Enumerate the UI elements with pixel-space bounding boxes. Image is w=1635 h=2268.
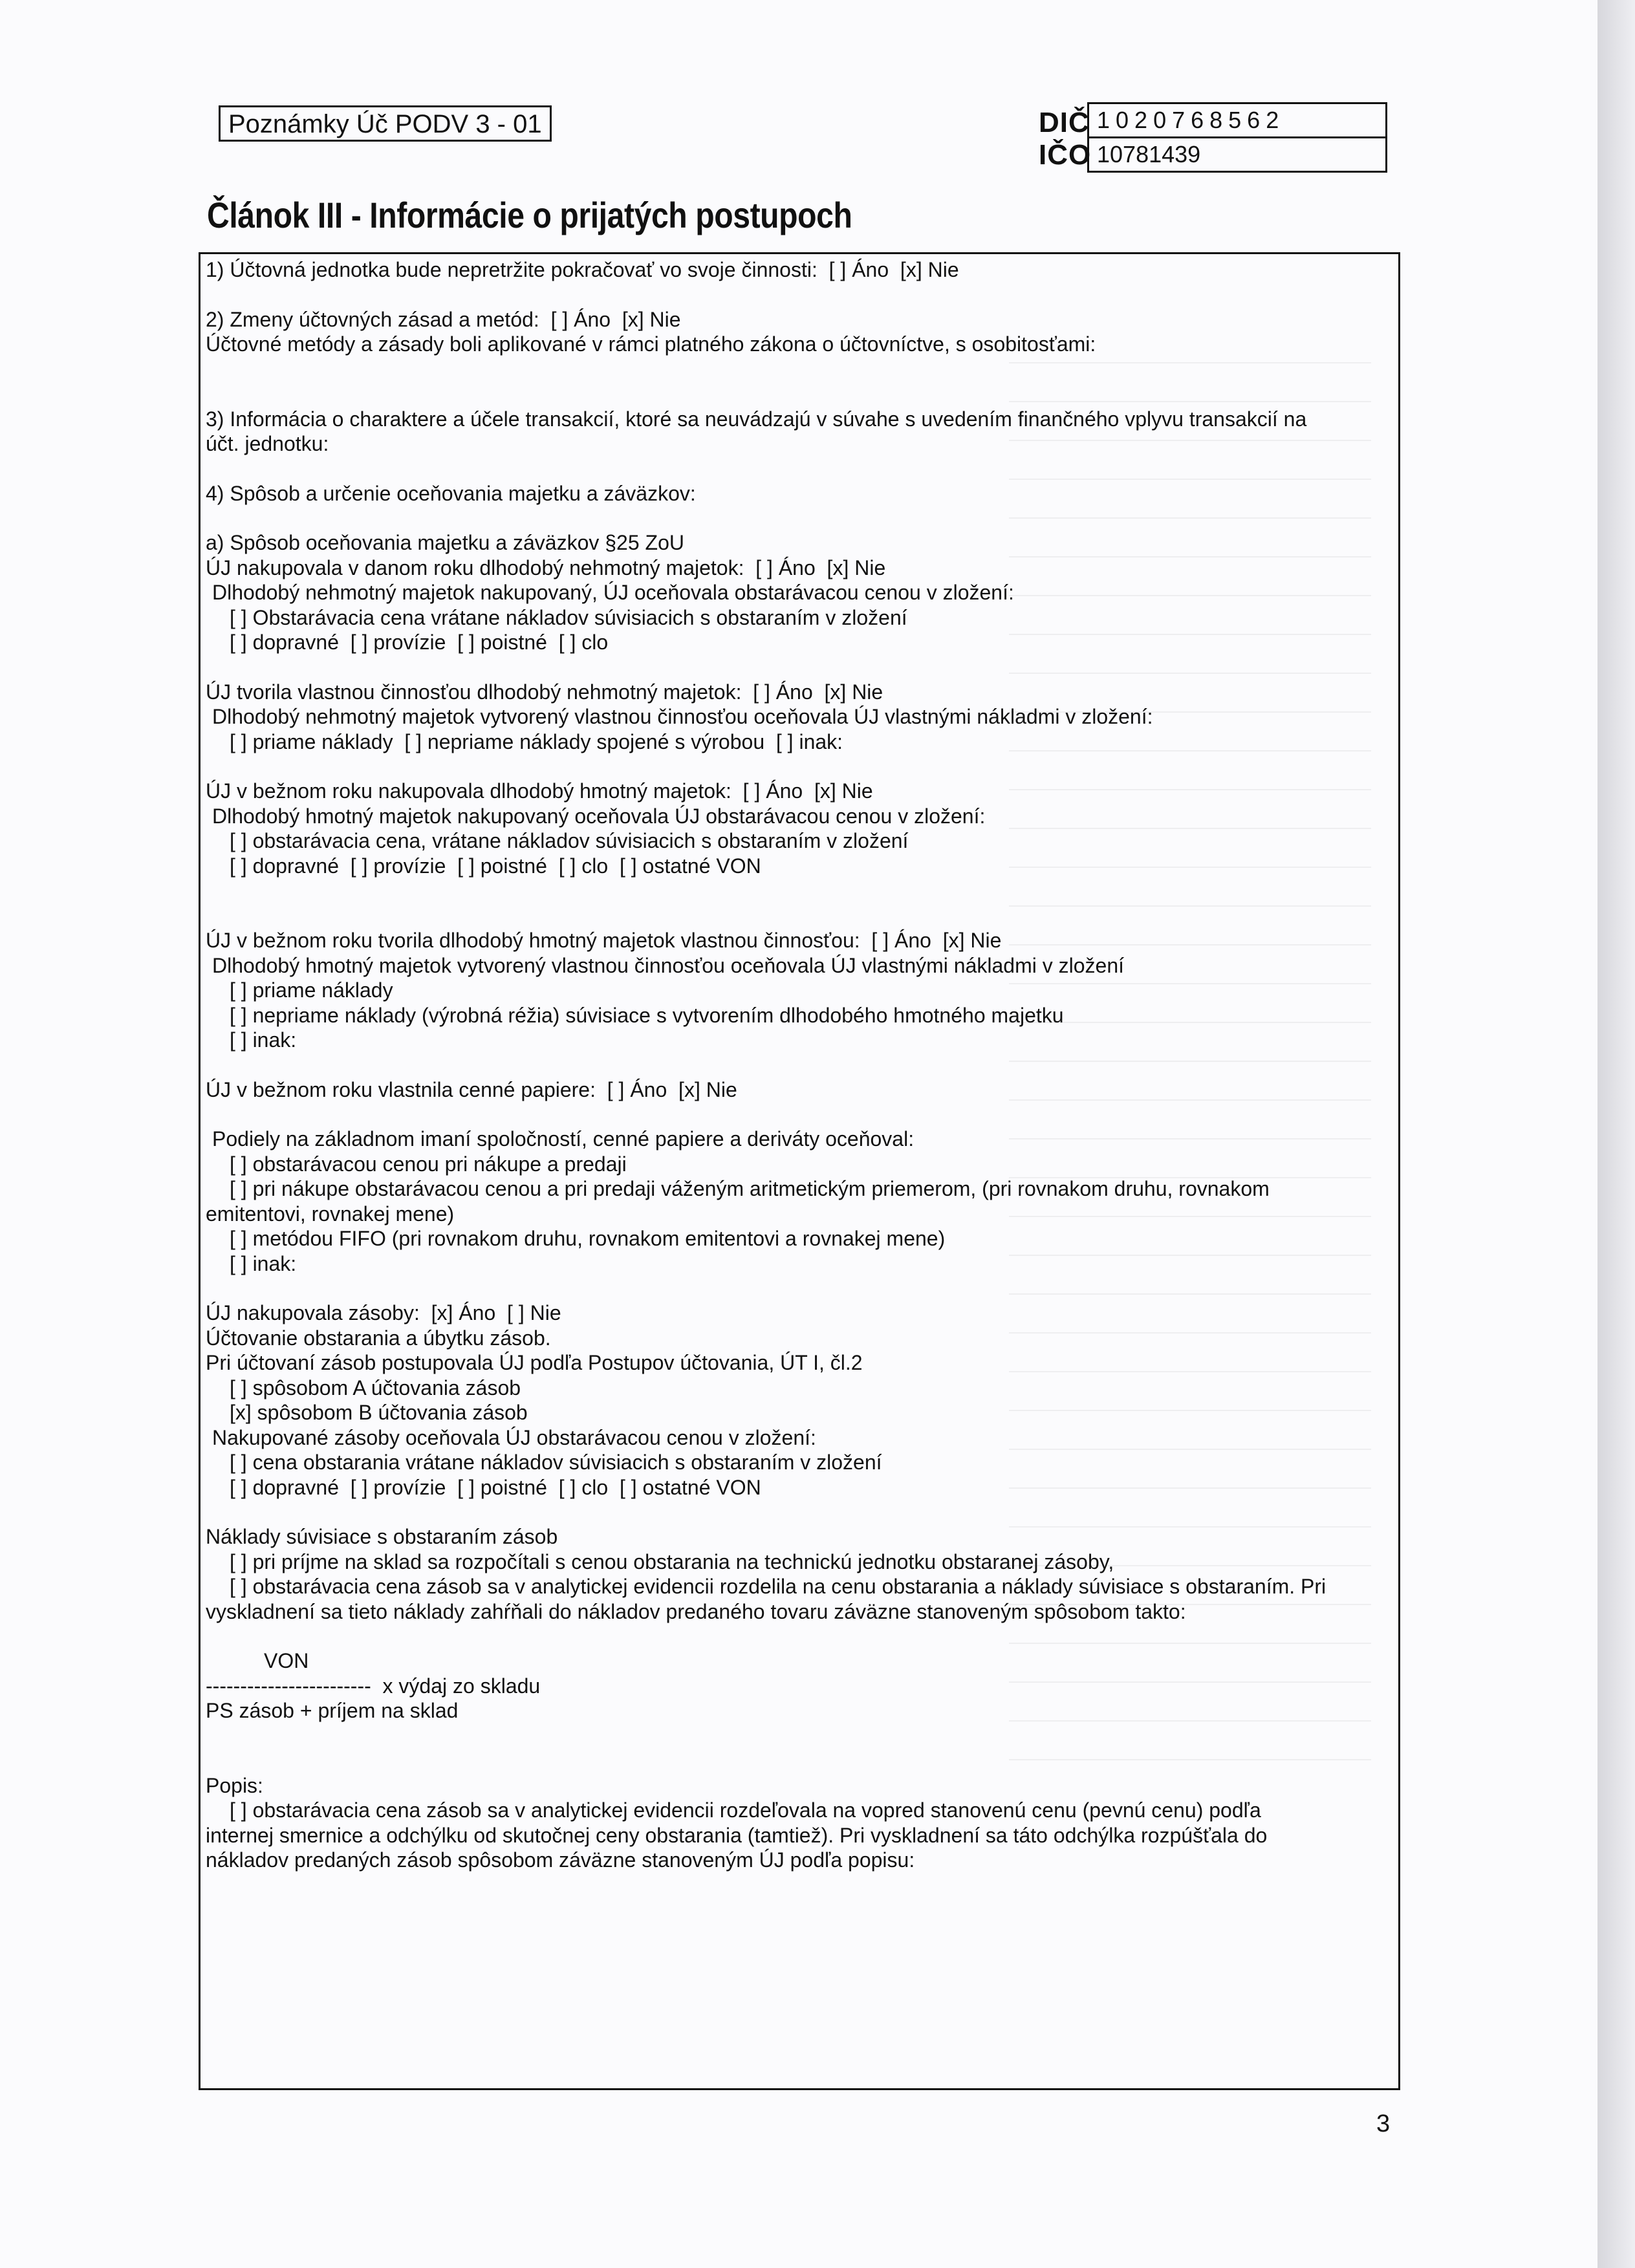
dic-label: DIČ: [1039, 107, 1090, 138]
text-line: [ ] pri nákupe obstarávacou cenou a pri predaji váženým aritmetickým priemerom, (pri rovnakom druhu, rovnakom: [230, 1177, 1270, 1200]
text-line: ÚJ tvorila vlastnou činnosťou dlhodobý nehmotný majetok: [ ] Áno [x] Nie: [206, 680, 883, 704]
text-line: [ ] dopravné [ ] provízie [ ] poistné [ ] clo: [230, 631, 609, 654]
text-line: ------------------------ x výdaj zo skladu: [206, 1674, 541, 1698]
text-line: Účtovanie obstarania a úbytku zásob.: [206, 1326, 551, 1350]
text-line: [ ] obstarávacia cena, vrátane nákladov súvisiacich s obstaraním v zložení: [230, 829, 909, 852]
text-line: Pri účtovaní zásob postupovala ÚJ podľa Postupov účtovania, ÚT I, čl.2: [206, 1351, 863, 1374]
text-line: ÚJ nakupovala v danom roku dlhodobý nehmotný majetok: [ ] Áno [x] Nie: [206, 556, 886, 579]
text-line: [ ] nepriame náklady (výrobná réžia) súvisiace s vytvorením dlhodobého hmotného majetku: [230, 1003, 1064, 1027]
text-line: emitentovi, rovnakej mene): [206, 1202, 455, 1226]
text-line: Náklady súvisiace s obstaraním zásob: [206, 1525, 558, 1548]
text-line: 1) Účtovná jednotka bude nepretržite pokračovať vo svoje činnosti: [ ] Áno [x] Nie: [206, 258, 959, 281]
scanned-page-edge: [1597, 0, 1635, 2268]
text-line: vyskladnení sa tieto náklady zahŕňali do nákladov predaného tovaru záväzne stanoveným spôsobom takto:: [206, 1599, 1186, 1623]
text-line: Popis:: [206, 1773, 263, 1797]
text-line: ÚJ nakupovala zásoby: [x] Áno [ ] Nie: [206, 1301, 561, 1324]
text-line: [ ] priame náklady: [230, 978, 393, 1002]
text-line: [ ] priame náklady [ ] nepriame náklady spojené s výrobou [ ] inak:: [230, 729, 843, 753]
ico-label: IČO: [1039, 139, 1092, 171]
text-line: [ ] cena obstarania vrátane nákladov súvisiacich s obstaraním v zložení: [230, 1451, 882, 1474]
text-line: ÚJ v bežnom roku vlastnila cenné papiere: [ ] Áno [x] Nie: [206, 1077, 737, 1101]
text-line: [ ] metódou FIFO (pri rovnakom druhu, rovnakom emitentovi a rovnakej mene): [230, 1227, 946, 1250]
text-line: [ ] dopravné [ ] provízie [ ] poistné [ ] clo [ ] ostatné VON: [230, 1475, 761, 1499]
text-line: 2) Zmeny účtovných zásad a metód: [ ] Áno [x] Nie: [206, 307, 681, 331]
text-line: [ ] dopravné [ ] provízie [ ] poistné [ ] clo [ ] ostatné VON: [230, 854, 761, 878]
text-line: [ ] obstarávacia cena zásob sa v analytickej evidencii rozdeľovala na vopred stanovenú cenu (pevnú cenu) podľa: [230, 1798, 1261, 1822]
id-number-boxes: [1087, 102, 1387, 173]
article-body: [206, 257, 1396, 1873]
text-line: [ ] obstarávacia cena zásob sa v analytickej evidencii rozdelila na cenu obstarania a náklady súvisiace s obstaraním. Pri: [230, 1575, 1326, 1598]
text-line: [ ] Obstarávacia cena vrátane nákladov súvisiacich s obstaraním v zložení: [230, 605, 907, 629]
text-line: [x] spôsobom B účtovania zásob: [230, 1401, 528, 1424]
id-labels: [1039, 107, 1091, 172]
text-line: 3) Informácia o charaktere a účele transakcií, ktoré sa neuvádzajú v súvahe s uvedením finančného vplyvu transakcií na: [206, 407, 1307, 431]
text-line: Podiely na základnom imaní spoločností, cenné papiere a deriváty oceňoval:: [212, 1127, 915, 1150]
text-line: ÚJ v bežnom roku tvorila dlhodobý hmotný majetok vlastnou činnosťou: [ ] Áno [x] Nie: [206, 929, 1002, 952]
form-label: Poznámky Úč PODV 3 - 01: [228, 110, 542, 138]
text-line: Dlhodobý hmotný majetok vytvorený vlastnou činnosťou oceňovala ÚJ vlastnými nákladmi v zložení: [212, 953, 1125, 977]
text-line: 4) Spôsob a určenie oceňovania majetku a záväzkov:: [206, 481, 696, 505]
text-line: Nakupované zásoby oceňovala ÚJ obstarávacou cenou v zložení:: [212, 1425, 816, 1449]
text-line: nákladov predaných zásob spôsobom záväzne stanoveným ÚJ podľa popisu:: [206, 1848, 915, 1872]
text-line: PS zásob + príjem na sklad: [206, 1699, 459, 1722]
text-line: Dlhodobý hmotný majetok nakupovaný oceňovala ÚJ obstarávacou cenou v zložení:: [212, 804, 986, 828]
text-line: Dlhodobý nehmotný majetok vytvorený vlastnou činnosťou oceňovala ÚJ vlastnými nákladmi v zložení:: [212, 705, 1153, 728]
text-line: účt. jednotku:: [206, 432, 329, 455]
text-line: a) Spôsob oceňovania majetku a záväzkov §25 ZoU: [206, 531, 684, 554]
article-title: Článok III - Informácie o prijatých postupoch: [207, 195, 852, 235]
text-line: [ ] inak:: [230, 1251, 297, 1275]
page-number: 3: [1376, 2110, 1391, 2137]
text-line: internej smernice a odchýlku od skutočnej ceny obstarania (tamtiež). Pri vyskladnení sa táto odchýlka rozpúšťala do: [206, 1823, 1268, 1847]
text-line: [ ] obstarávacou cenou pri nákupe a predaji: [230, 1152, 627, 1176]
text-line: ÚJ v bežnom roku nakupovala dlhodobý hmotný majetok: [ ] Áno [x] Nie: [206, 779, 873, 803]
text-line: [ ] spôsobom A účtovania zásob: [230, 1376, 521, 1399]
text-line: [ ] inak:: [230, 1028, 297, 1052]
text-line: Účtovné metódy a zásady boli aplikované v rámci platného zákona o účtovníctve, s osobitosťami:: [206, 332, 1096, 356]
text-line: VON: [264, 1649, 309, 1672]
text-line: Dlhodobý nehmotný majetok nakupovaný, ÚJ oceňovala obstarávacou cenou v zložení:: [212, 581, 1014, 604]
dic-value: 1020768562: [1097, 107, 1285, 133]
text-line: [ ] pri príjme na sklad sa rozpočítali s cenou obstarania na technickú jednotku obstaranej zásoby,: [230, 1550, 1114, 1573]
form-label-box: [219, 105, 552, 142]
ico-value: 10781439: [1089, 136, 1385, 171]
